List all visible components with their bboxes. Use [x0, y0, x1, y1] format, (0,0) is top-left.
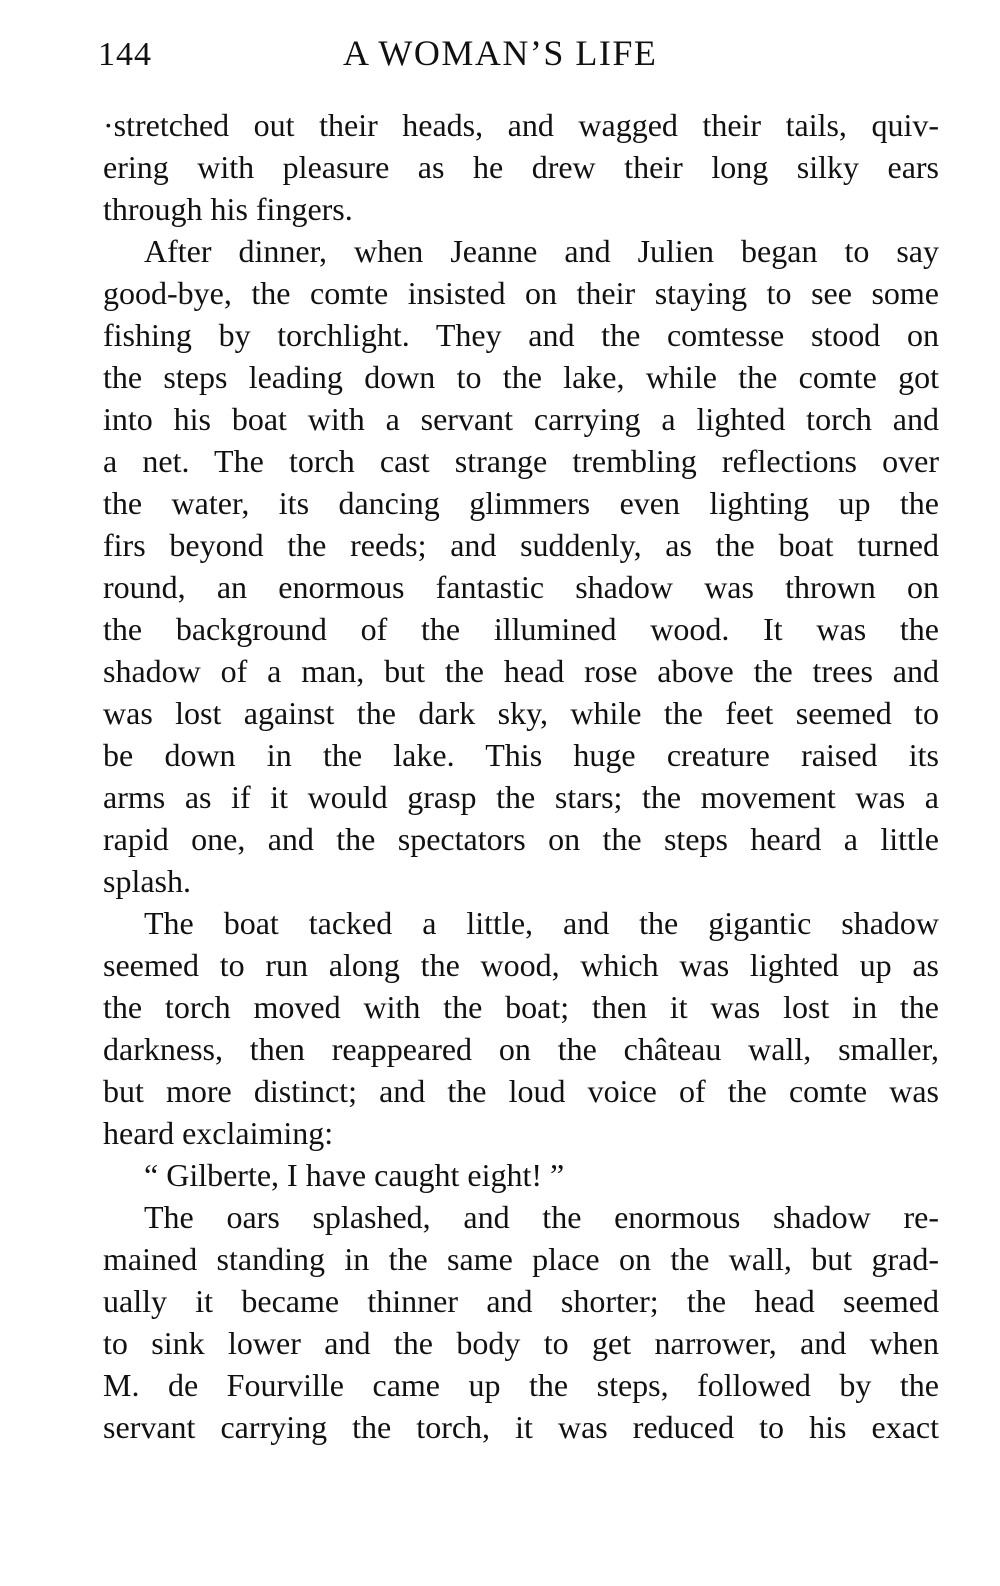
text-line: was lost against the dark sky, while the feet seemed to	[103, 695, 939, 731]
text-line: splash.	[103, 863, 191, 899]
body-text	[103, 104, 939, 1448]
text-line: shadow of a man, but the head rose above the trees and	[103, 653, 939, 689]
text-line: the torch moved with the boat; then it was lost in the	[103, 989, 939, 1025]
text-line: but more distinct; and the loud voice of the comte was	[103, 1073, 939, 1109]
text-line: the steps leading down to the lake, while the comte got	[103, 359, 939, 395]
page-header	[0, 28, 1000, 78]
text-line: good-bye, the comte insisted on their staying to see some	[103, 275, 939, 311]
text-line: darkness, then reappeared on the château wall, smaller,	[103, 1031, 939, 1067]
text-line: a net. The torch cast strange trembling reflections over	[103, 443, 939, 479]
page-number: 144	[98, 36, 152, 73]
text-line: be down in the lake. This huge creature raised its	[103, 737, 939, 773]
text-line: ering with pleasure as he drew their long silky ears	[103, 149, 939, 185]
running-title: A WOMAN’S LIFE	[343, 33, 658, 73]
text-line: firs beyond the reeds; and suddenly, as the boat turned	[103, 527, 939, 563]
text-line: the water, its dancing glimmers even lighting up the	[103, 485, 939, 521]
text-line: M. de Fourville came up the steps, followed by the	[103, 1367, 939, 1403]
text-line: fishing by torchlight. They and the comtesse stood on	[103, 317, 939, 353]
text-line: “ Gilberte, I have caught eight! ”	[144, 1157, 565, 1193]
text-line: The oars splashed, and the enormous shadow re-	[144, 1199, 939, 1235]
text-line: servant carrying the torch, it was reduced to his exact	[103, 1409, 939, 1445]
text-line: rapid one, and the spectators on the steps heard a little	[103, 821, 939, 857]
text-line: to sink lower and the body to get narrower, and when	[103, 1325, 939, 1361]
text-line: mained standing in the same place on the wall, but grad-	[103, 1241, 939, 1277]
text-line: The boat tacked a little, and the gigantic shadow	[144, 905, 939, 941]
text-line: the background of the illumined wood. It was the	[103, 611, 939, 647]
text-line: round, an enormous fantastic shadow was thrown on	[103, 569, 939, 605]
text-line: ually it became thinner and shorter; the head seemed	[103, 1283, 939, 1319]
text-line: arms as if it would grasp the stars; the movement was a	[103, 779, 939, 815]
text-line: through his fingers.	[103, 191, 353, 227]
text-line: into his boat with a servant carrying a lighted torch and	[103, 401, 939, 437]
text-line: After dinner, when Jeanne and Julien began to say	[144, 233, 939, 269]
text-line: ·stretched out their heads, and wagged their tails, quiv-	[103, 107, 939, 143]
text-line: heard exclaiming:	[103, 1115, 334, 1151]
text-line: seemed to run along the wood, which was lighted up as	[103, 947, 939, 983]
